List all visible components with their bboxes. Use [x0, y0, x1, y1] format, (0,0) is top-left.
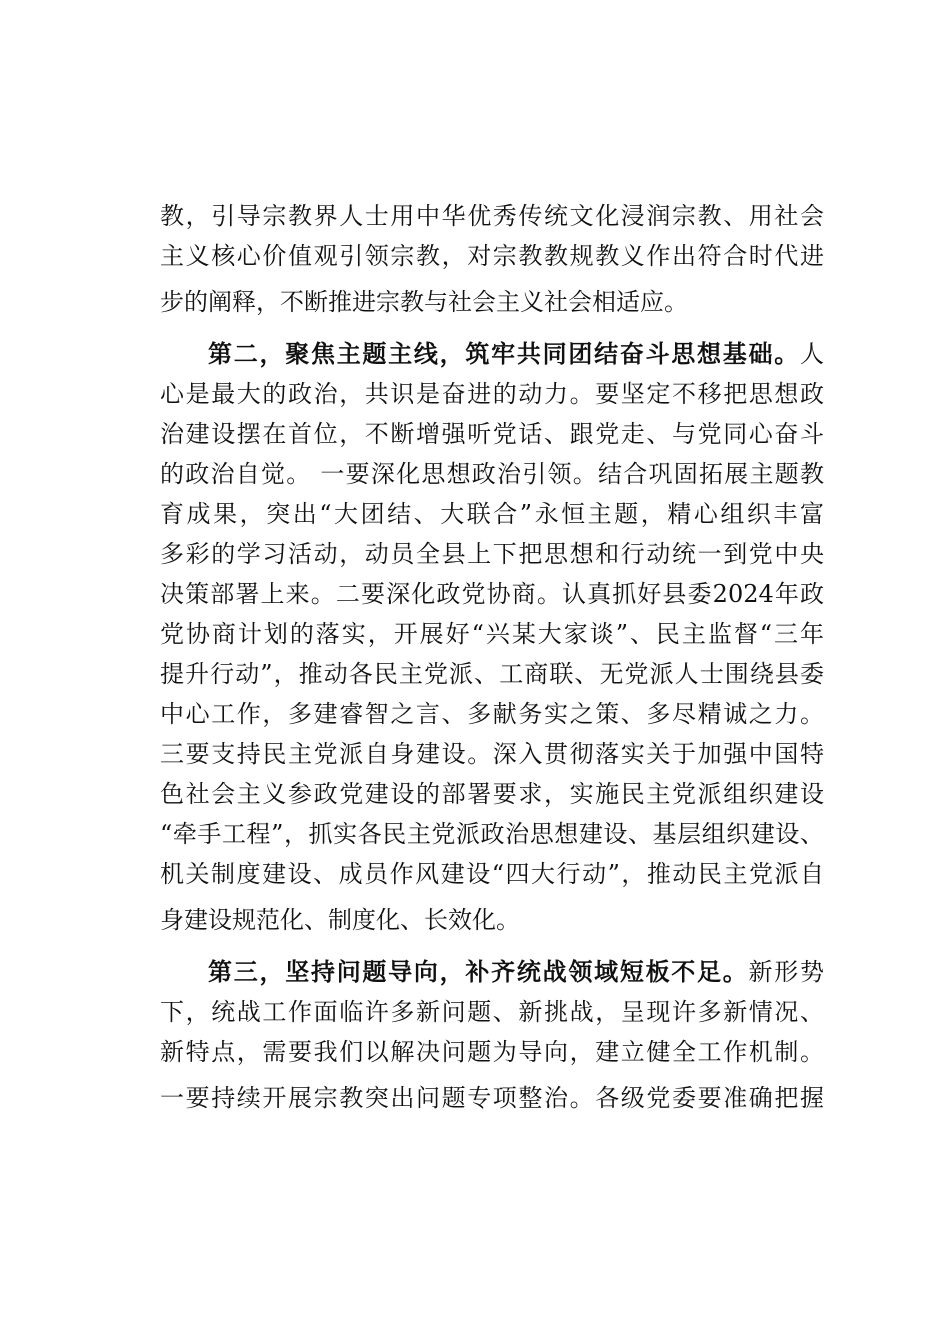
text-line-12 — [160, 659, 824, 689]
text-line-8 — [160, 499, 824, 529]
text-line-9 — [160, 539, 824, 569]
text-line-21 — [160, 1037, 824, 1067]
text-line-7 — [160, 459, 824, 489]
line-text: 提升行动”，推动各民主党派、工商联、无党派人士围绕县委 — [160, 660, 824, 688]
line-text: 心是最大的政治，共识是奋进的动力。要坚定不移把思想政 — [160, 380, 824, 408]
line-text: 色社会主义参政党建设的部署要求，实施民主党派组织建设 — [160, 780, 824, 808]
line-text: 下，统战工作面临许多新问题、新挑战，呈现许多新情况、 — [160, 998, 824, 1026]
text-line-14 — [160, 739, 824, 769]
line-text: 新形势 — [748, 958, 825, 986]
line-text: 机关制度建设、成员作风建设“四大行动”，推动民主党派自 — [160, 860, 824, 888]
line-text: 主义核心价值观引领宗教，对宗教教规教义作出符合时代进 — [160, 242, 824, 270]
line-text: 人 — [800, 340, 824, 368]
text-line-10 — [160, 579, 824, 609]
line-text: 中心工作，多建睿智之言、多献务实之策、多尽精诚之力。 — [160, 700, 824, 728]
line-text: 步的阐释，不断推进宗教与社会主义社会相适应。 — [160, 288, 688, 316]
text-line-3 — [160, 287, 824, 317]
line-text: 育成果，突出“大团结、大联合”永恒主题，精心组织丰富 — [160, 500, 824, 528]
line-text: 治建设摆在首位，不断增强听党话、跟党走、与党同心奋斗 — [160, 420, 824, 448]
line-text: 新特点，需要我们以解决问题为导向，建立健全工作机制。 — [160, 1038, 824, 1066]
section-heading-3 — [208, 957, 824, 987]
line-text: 一要持续开展宗教突出问题专项整治。各级党委要准确把握 — [160, 1084, 824, 1112]
text-line-5 — [160, 379, 824, 409]
line-text: 党协商计划的落实，开展好“兴某大家谈”、民主监督“三年 — [160, 620, 824, 648]
section-heading-2 — [208, 339, 824, 369]
line-text: 身建设规范化、制度化、长效化。 — [160, 906, 520, 934]
line-text: 决策部署上来。二要深化政党协商。认真抓好县委2024年政 — [160, 580, 824, 608]
text-line-15 — [160, 779, 824, 809]
text-line-2 — [160, 241, 824, 271]
heading-bold-text: 第三，坚持问题导向，补齐统战领域短板不足。 — [208, 957, 749, 986]
text-line-13 — [160, 699, 824, 729]
text-line-22 — [160, 1083, 824, 1113]
line-text: 教，引导宗教界人士用中华优秀传统文化浸润宗教、用社会 — [160, 202, 824, 230]
text-line-6 — [160, 419, 824, 449]
heading-bold-text: 第二，聚焦主题主线，筑牢共同团结奋斗思想基础。 — [208, 339, 800, 368]
text-line-1 — [160, 201, 824, 231]
text-line-16 — [160, 819, 824, 849]
line-text: 的政治自觉。 一要深化思想政治引领。结合巩固拓展主题教 — [160, 460, 824, 488]
text-line-17 — [160, 859, 824, 889]
line-text: 三要支持民主党派自身建设。深入贯彻落实关于加强中国特 — [160, 740, 824, 768]
line-text: 多彩的学习活动，动员全县上下把思想和行动统一到党中央 — [160, 540, 824, 568]
text-line-20 — [160, 997, 824, 1027]
text-line-18 — [160, 905, 824, 935]
line-text: “牵手工程”，抓实各民主党派政治思想建设、基层组织建设、 — [160, 820, 824, 848]
text-line-11 — [160, 619, 824, 649]
